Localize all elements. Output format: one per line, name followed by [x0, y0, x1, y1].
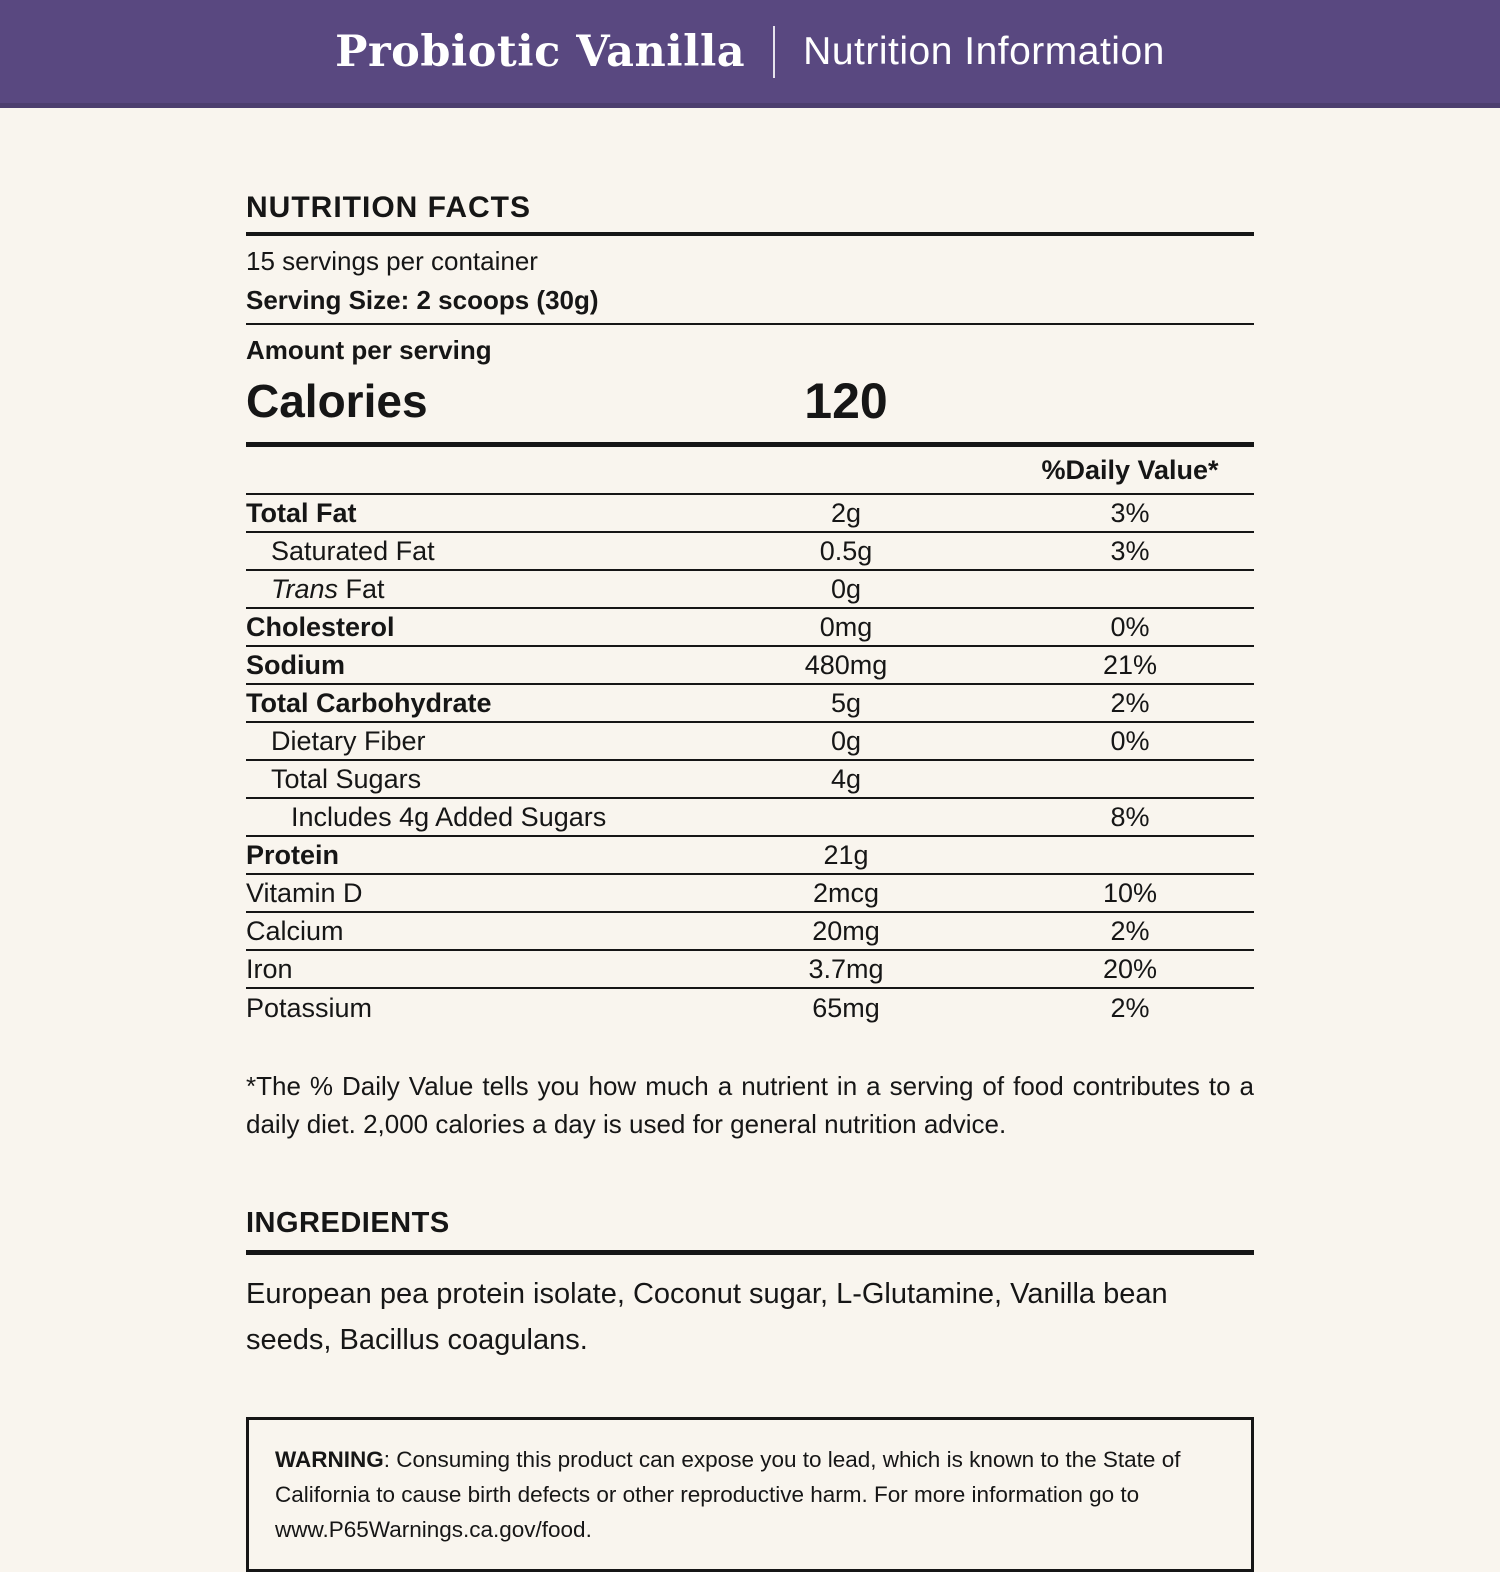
- calories-value: 120: [804, 373, 888, 429]
- table-row: [246, 495, 1254, 533]
- servings-per-container: 15 servings per container: [246, 246, 538, 276]
- row-name: Cholesterol: [246, 611, 395, 642]
- row-amount: 20mg: [812, 915, 880, 946]
- row-name: Sodium: [246, 649, 345, 680]
- row-name: Includes 4g Added Sugars: [291, 801, 607, 832]
- warning-box: [246, 1417, 1254, 1572]
- row-name: Protein: [246, 839, 340, 870]
- nutrition-facts-title: NUTRITION FACTS: [246, 192, 1254, 236]
- row-amount: 480mg: [804, 649, 888, 680]
- table-row: [246, 533, 1254, 571]
- header-bar: [0, 0, 1500, 108]
- warning-text: : Consuming this product can expose you to lead, which is known to the State of California to cause birth defects or other reproductive harm. For more information go to www.P65Warnings.ca.gov/food.: [275, 1447, 1181, 1542]
- product-name: Probiotic Vanilla: [335, 26, 746, 77]
- header-divider: [773, 26, 775, 78]
- row-amount: 3.7mg: [808, 953, 884, 984]
- row-name: Total Carbohydrate: [246, 687, 492, 718]
- daily-value-footnote: *The % Daily Value tells you how much a nutrient in a serving of food contributes to a daily diet. 2,000 calories a day is used for general nutrition advice.: [246, 1071, 1254, 1139]
- row-amount: 21g: [823, 839, 869, 870]
- warning-label: WARNING: [275, 1447, 384, 1472]
- table-row: [246, 989, 1254, 1027]
- row-name: Dietary Fiber: [271, 725, 426, 756]
- row-name: Total Fat: [246, 497, 357, 528]
- calories-label: Calories: [246, 375, 428, 427]
- page-title: Nutrition Information: [803, 29, 1165, 73]
- row-amount: 2mcg: [812, 877, 880, 908]
- serving-size: Serving Size: 2 scoops (30g): [246, 281, 1254, 325]
- row-daily-value: 2%: [1110, 915, 1150, 946]
- daily-value-header: %Daily Value*: [1041, 454, 1219, 485]
- row-amount: 0g: [830, 573, 862, 604]
- row-daily-value: 8%: [1110, 801, 1150, 832]
- calories-row: [246, 370, 1254, 447]
- row-daily-value: 0%: [1110, 725, 1150, 756]
- table-row: [246, 609, 1254, 647]
- row-daily-value: 3%: [1110, 497, 1150, 528]
- row-amount: 0.5g: [819, 535, 873, 566]
- row-daily-value: 0%: [1110, 611, 1150, 642]
- row-name: Trans Fat: [271, 573, 385, 604]
- row-daily-value: 20%: [1102, 953, 1158, 984]
- nutrient-table: [246, 495, 1254, 1027]
- table-row: [246, 685, 1254, 723]
- row-name: Potassium: [246, 992, 373, 1023]
- row-daily-value: 3%: [1110, 535, 1150, 566]
- row-name: Calcium: [246, 915, 344, 946]
- row-name: Iron: [246, 953, 293, 984]
- table-row: [246, 837, 1254, 875]
- amount-per-serving-label: Amount per serving: [246, 335, 492, 365]
- row-amount: 0mg: [819, 611, 873, 642]
- table-row: [246, 761, 1254, 799]
- row-daily-value: 10%: [1102, 877, 1158, 908]
- row-name: Vitamin D: [246, 877, 363, 908]
- row-name: Saturated Fat: [271, 535, 435, 566]
- row-daily-value: 2%: [1110, 992, 1150, 1023]
- table-row: [246, 951, 1254, 989]
- ingredients-text: European pea protein isolate, Coconut sugar, L-Glutamine, Vanilla bean seeds, Bacillus coagulans.: [246, 1278, 1168, 1356]
- row-amount: 0g: [830, 725, 862, 756]
- row-amount: 5g: [830, 687, 862, 718]
- table-row: [246, 913, 1254, 951]
- nutrition-label: [246, 108, 1254, 1572]
- row-amount: 2g: [830, 497, 862, 528]
- daily-value-header-row: [246, 447, 1254, 495]
- ingredients-title: INGREDIENTS: [246, 1207, 1254, 1255]
- table-row: [246, 571, 1254, 609]
- row-daily-value: 2%: [1110, 687, 1150, 718]
- row-amount: 4g: [830, 763, 862, 794]
- row-amount: 65mg: [812, 992, 880, 1023]
- row-daily-value: 21%: [1102, 649, 1158, 680]
- row-name: Total Sugars: [271, 763, 422, 794]
- table-row: [246, 723, 1254, 761]
- table-row: [246, 875, 1254, 913]
- table-row: [246, 647, 1254, 685]
- table-row: [246, 799, 1254, 837]
